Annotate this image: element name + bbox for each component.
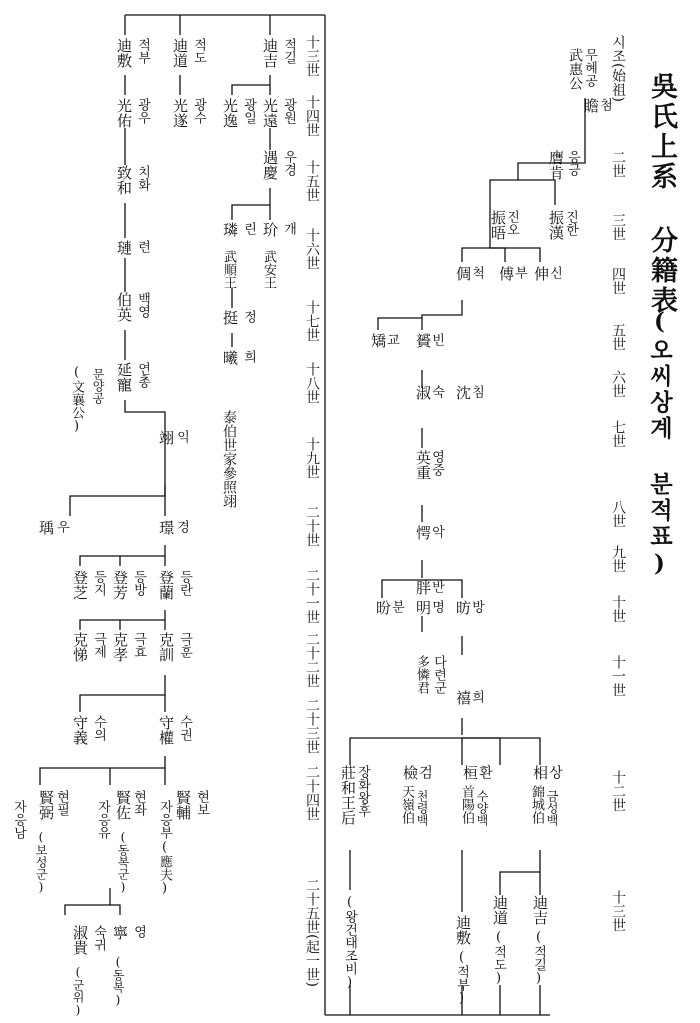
person-reading: 명 [429, 600, 444, 613]
person-hanja: 克訓 [157, 632, 175, 662]
gen-label: 九世 [610, 545, 626, 573]
person-title_h: (文襄公) [69, 365, 84, 434]
person-hanja: 莊和王后 [339, 765, 357, 825]
person-title_h: 首陽伯 [459, 785, 474, 824]
person-reading: 등란 [177, 570, 192, 596]
person-reading: (적부) [454, 950, 469, 1006]
gen-label: 二十四世 [304, 765, 320, 821]
gen-label: 二十世 [304, 505, 320, 547]
person-reading: 악 [429, 525, 444, 538]
person-reading: 반 [429, 580, 444, 593]
person-reading: 진한 [563, 210, 578, 236]
gen-label: 二十三世 [304, 698, 320, 754]
person-hanja: 致和 [115, 165, 133, 195]
gen-label: 五世 [610, 323, 626, 351]
person-hanja: 曦 [221, 350, 239, 365]
person-hanja: 迪敷 [115, 38, 133, 68]
person-hanja: 泰伯世家參照翊 [221, 410, 237, 508]
gen-label: 十三世 [610, 890, 626, 932]
person-hanja: 克悌 [71, 632, 89, 662]
person-reading: 등방 [131, 570, 146, 596]
person-hanja: 守義 [71, 715, 89, 745]
title-hanja: 吳氏上系 分籍表 [646, 72, 677, 316]
person-title_h: (應夫) [157, 840, 172, 896]
person-hanja: 迪道 [491, 895, 509, 925]
person-reading: 우 [54, 520, 69, 533]
person-reading: 치화 [135, 165, 150, 191]
person-extra: (동복군) [116, 830, 130, 894]
person-reading: 극제 [91, 632, 106, 658]
person-reading: 부 [512, 266, 527, 279]
person-reading: 수권 [177, 715, 192, 741]
person-hanja: 振漢 [547, 210, 565, 240]
person-hanja: 伯英 [115, 292, 133, 322]
person-hanja: 振晤 [489, 210, 507, 240]
person-hanja: 迪敷 [454, 915, 472, 945]
person-reading: 빈 [429, 333, 444, 346]
person-reading: 백영 [135, 292, 150, 318]
gen-label: 二世 [610, 150, 626, 178]
person-reading: 응긍 [565, 150, 580, 176]
gen-label: 二十二世 [304, 632, 320, 688]
person-title_k: 자응부 [157, 800, 172, 839]
person-reading: 상 [547, 765, 563, 779]
person-reading: 진오 [504, 210, 519, 236]
person-reading: 현보 [194, 790, 209, 816]
person-hanja: 寧 [111, 925, 129, 940]
person-hanja: 淑貴 [71, 925, 89, 955]
person-reading: (적도) [491, 930, 506, 986]
person-hanja: 胖 [414, 580, 432, 595]
gen-label: 十九世 [304, 437, 320, 479]
person-hanja: 迪吉 [261, 38, 279, 68]
person-hanja: 迪吉 [531, 895, 549, 925]
person-hanja: 璟 [157, 520, 175, 535]
title-korean: (오씨상계 분적표) [646, 308, 673, 580]
person-hanja: 玠 [261, 222, 279, 237]
person-reading: 경 [174, 520, 189, 533]
gen-label: 三世 [610, 213, 626, 241]
person-title_h: 武安王 [261, 250, 276, 289]
person-hanja: 登芝 [71, 570, 89, 600]
person-extra: (군위) [71, 965, 85, 1017]
person-reading: 침 [469, 385, 484, 398]
person-extra: (동복) [111, 955, 125, 1007]
person-hanja: 璘 [221, 222, 239, 237]
person-reading: 광일 [241, 98, 256, 124]
person-hanja: 明 [414, 600, 432, 615]
gen-label: 七世 [610, 420, 626, 448]
gen-label: 十四世 [304, 95, 320, 137]
gen-label: 十六世 [304, 228, 320, 270]
person-reading: 숙 [429, 385, 444, 398]
person-reading: 방 [469, 600, 484, 613]
person-reading: 광수 [191, 98, 206, 124]
person-extra: (보성군) [34, 830, 48, 894]
person-hanja: 傅 [497, 266, 515, 281]
person-reading: 극효 [131, 632, 146, 658]
person-hanja: 檢 [401, 765, 419, 780]
person-title_h: 武順王 [221, 250, 236, 289]
person-reading: 희 [241, 350, 256, 363]
gen-label: 十五世 [304, 160, 320, 202]
person-title_k: 자응유 [95, 800, 110, 839]
person-title_k: 자응남 [11, 800, 26, 839]
person-title_k: 천령백 [415, 790, 429, 826]
person-hanja: 遇慶 [261, 150, 279, 180]
person-reading: 개 [281, 222, 296, 235]
person-reading: 영 [131, 925, 146, 938]
person-reading: 희 [469, 690, 484, 703]
person-reading: 등지 [91, 570, 106, 596]
person-hanja: 登芳 [111, 570, 129, 600]
person-reading: 첨 [597, 98, 612, 111]
person-hanja: 光逸 [221, 98, 239, 128]
person-hanja: 贇 [414, 333, 432, 348]
person-title_k: 수양백 [475, 790, 489, 826]
gen-label: 十一世 [610, 655, 626, 697]
gen-label: 시조(始祖) [610, 35, 626, 102]
person-hanja: 賢輔 [174, 790, 192, 820]
gen-label: 十世 [610, 595, 626, 623]
person-reading: 영중 [429, 450, 444, 476]
person-hanja: 昉 [454, 600, 472, 615]
person-reading: 련 [135, 240, 150, 253]
person-hanja: 賢佐 [114, 790, 132, 820]
person-sub: 무혜공 [582, 48, 597, 87]
person-reading: 척 [469, 266, 484, 279]
person-name: 瞻 [582, 98, 600, 113]
person-reading: 우경 [281, 150, 296, 176]
person-hanja: 膺肯 [547, 150, 565, 180]
person-reading: 분 [389, 600, 404, 613]
person-hanja: 禧 [454, 690, 472, 705]
generation-labels [304, 35, 626, 987]
person-reading: 광원 [281, 98, 296, 124]
gen-label: 二十五世(起一世) [304, 878, 320, 987]
person-reading: 적길 [281, 38, 296, 64]
person-hanja: 克孝 [111, 632, 129, 662]
person-hanja: 挺 [221, 310, 239, 325]
person-reading: 환 [477, 765, 493, 779]
gen-label: 十三世 [304, 35, 320, 77]
person-reading: 익 [174, 430, 189, 443]
person-reading: 극훈 [177, 632, 192, 658]
person-reading: 광우 [135, 98, 150, 124]
person-hanja: 登蘭 [157, 570, 175, 600]
person-hanja: 瑀 [37, 520, 55, 535]
person-title_k: 문양공 [91, 368, 105, 404]
gen-label: 十二世 [610, 770, 626, 812]
person-reading: 다련군 [431, 655, 446, 694]
person-hanja: 多憐君 [414, 655, 429, 694]
person-hanja: 愕 [414, 525, 432, 540]
person-hanja: 倜 [454, 266, 472, 281]
person-hanja: 武惠公 [567, 48, 583, 90]
person-reading: (적길) [531, 930, 546, 986]
person-reading: 장화왕후 [355, 765, 370, 817]
person-reading: 연총 [135, 362, 150, 388]
person-title_h: 天嶺伯 [399, 785, 414, 824]
person-hanja: 桓 [461, 765, 479, 780]
gen-label: 二十一世 [304, 568, 320, 624]
person-hanja: 伸 [532, 266, 550, 281]
person-reading: 정 [241, 310, 256, 323]
person-title_k: 금성백 [545, 790, 559, 826]
person-reading: 교 [384, 333, 399, 346]
person-reading: 현좌 [131, 790, 146, 816]
person-reading: 수의 [91, 715, 106, 741]
person-reading: 신 [547, 266, 562, 279]
person-hanja: 矯 [369, 333, 387, 348]
person-hanja: 守權 [157, 715, 175, 745]
person-hanja: 沈 [454, 385, 472, 400]
person-hanja: 璉 [115, 240, 133, 255]
person-hanja: 延寵 [115, 362, 133, 392]
gen-label: 六世 [610, 370, 626, 398]
person-hanja: 相 [531, 765, 549, 780]
person-reading: 현필 [54, 790, 69, 816]
gen-label: 十八世 [304, 362, 320, 404]
person-hanja: 賢弼 [37, 790, 55, 820]
person-reading: 적부 [135, 38, 150, 64]
person-hanja: (왕건태조비) [342, 895, 357, 990]
gen-label: 八世 [610, 500, 626, 528]
person-title_h: 錦城伯 [529, 785, 544, 824]
person-hanja: 迪道 [171, 38, 189, 68]
person-reading: 숙귀 [91, 925, 106, 951]
person-hanja: 光佑 [115, 98, 133, 128]
person-hanja: 淑 [414, 385, 432, 400]
person-hanja: 昐 [374, 600, 392, 615]
gen-label: 十七世 [304, 300, 320, 342]
person-hanja: 翊 [157, 430, 175, 445]
person-reading: 검 [417, 765, 433, 779]
person-reading: 적도 [191, 38, 206, 64]
person-hanja: 光遂 [171, 98, 189, 128]
person-reading: 린 [241, 222, 256, 235]
person-hanja: 光遠 [261, 98, 279, 128]
gen-label: 四世 [610, 267, 626, 295]
person-hanja: 英重 [414, 450, 432, 480]
